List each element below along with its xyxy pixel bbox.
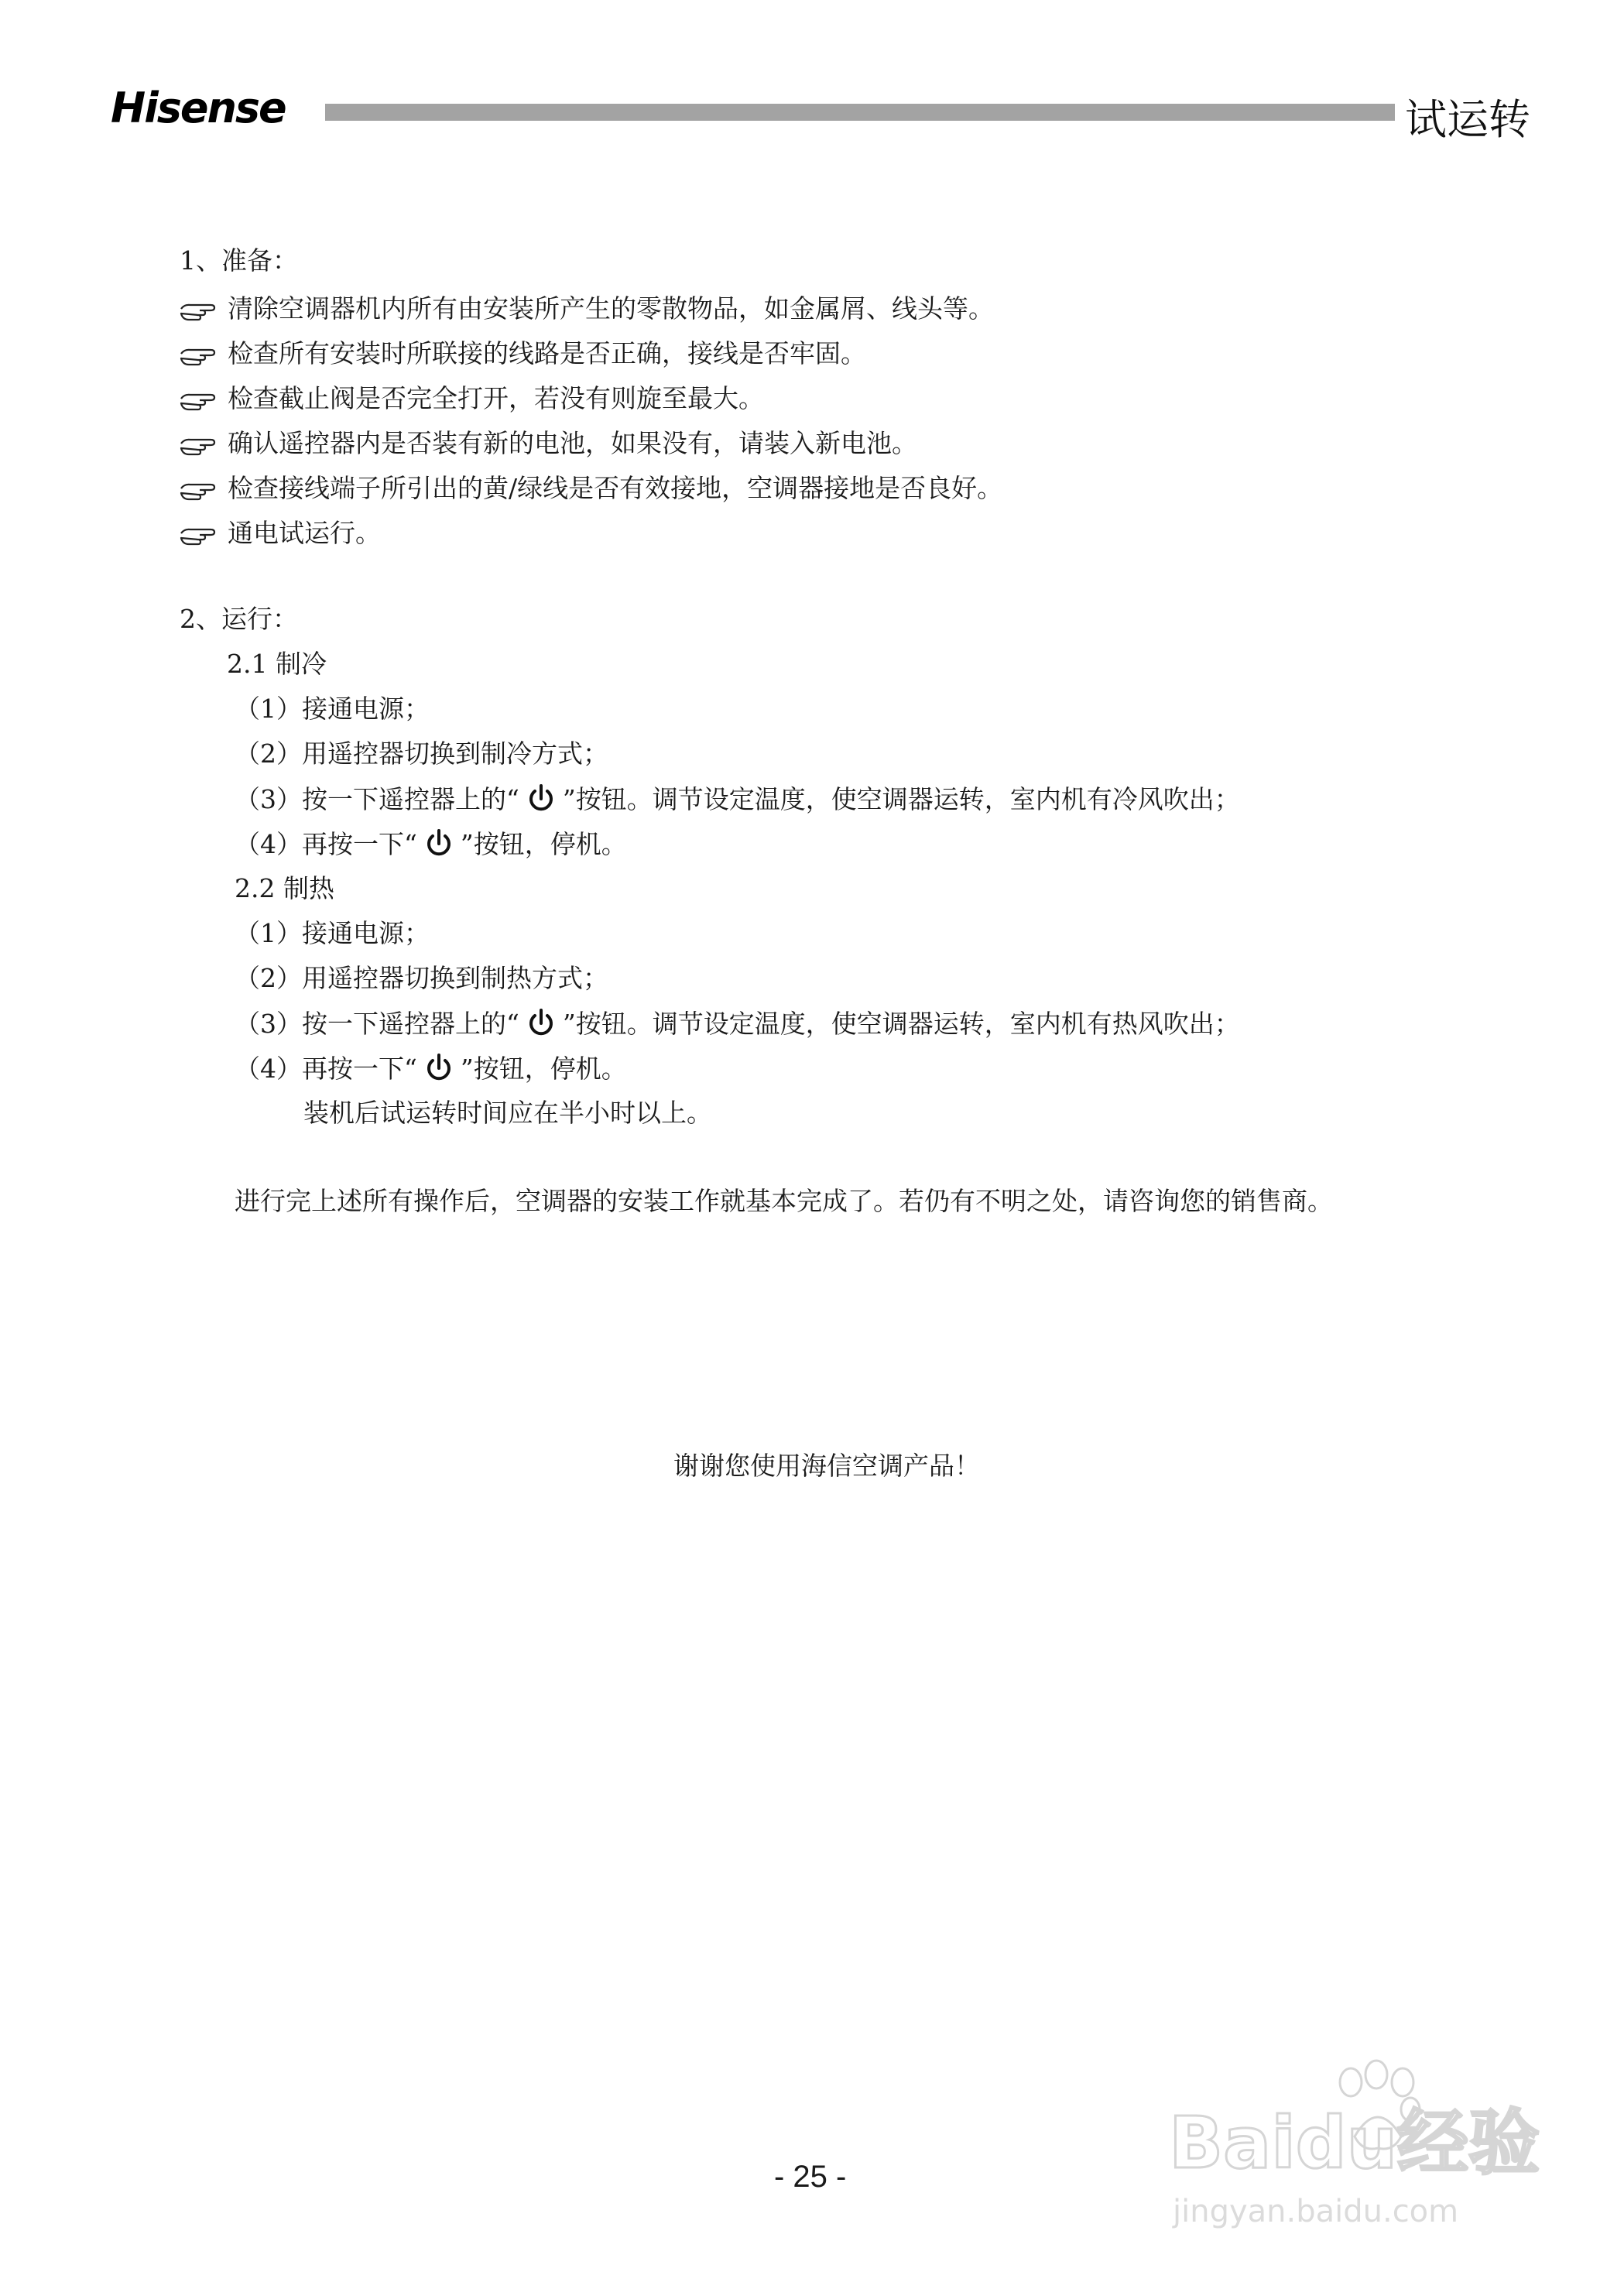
list-item-text: 确认遥控器内是否装有新的电池，如果没有，请装入新电池。 <box>228 428 917 458</box>
power-icon <box>423 1053 454 1084</box>
baidu-watermark <box>1161 2051 1564 2253</box>
pointing-hand-icon <box>180 342 217 365</box>
cooling-title: 2.1 制冷 <box>227 649 327 679</box>
heating-step-4-suffix: ”按钮，停机。 <box>460 1054 627 1084</box>
heating-title: 2.2 制热 <box>235 873 334 903</box>
list-item-text: 通电试运行。 <box>228 518 381 548</box>
list-item <box>180 382 764 414</box>
pointing-hand-icon <box>180 387 217 410</box>
pointing-hand-icon <box>180 522 217 545</box>
watermark-url: jingyan.baidu.com <box>1173 2194 1459 2229</box>
cooling-step-4-prefix: （4）再按一下“ <box>235 829 417 859</box>
heating-step-3-suffix: ”按钮。调节设定温度，使空调器运转，室内机有热风吹出； <box>562 1009 1240 1039</box>
list-item-text: 检查接线端子所引出的黄/绿线是否有效接地，空调器接地是否良好。 <box>228 473 1003 503</box>
list-item-text: 清除空调器机内所有由安装所产生的零散物品，如金属屑、线头等。 <box>228 293 994 324</box>
heating-step-4 <box>235 1053 627 1084</box>
power-icon <box>423 828 454 859</box>
conclusion-paragraph: 进行完上述所有操作后，空调器的安装工作就基本完成了。若仍有不明之处，请咨询您的销售商。 <box>235 1186 1333 1216</box>
list-item <box>180 516 381 549</box>
cooling-step-3-prefix: （3）按一下遥控器上的“ <box>235 784 519 814</box>
run-heading: 2、运行： <box>180 604 298 634</box>
heating-step-3-prefix: （3）按一下遥控器上的“ <box>235 1009 519 1039</box>
brand-logo: Hisense <box>111 84 286 132</box>
list-item-text: 检查截止阀是否完全打开，若没有则旋至最大。 <box>228 383 764 413</box>
heating-step-2: （2）用遥控器切换到制热方式； <box>235 963 608 993</box>
power-icon <box>526 1008 557 1039</box>
list-item <box>180 337 866 369</box>
heating-step-3 <box>235 1008 1240 1040</box>
list-item-text: 检查所有安装时所联接的线路是否正确，接线是否牢固。 <box>228 338 866 368</box>
list-item <box>180 427 917 459</box>
heating-step-1: （1）接通电源； <box>235 918 430 948</box>
list-item <box>180 292 994 324</box>
trial-duration-note: 装机后试运转时间应在半小时以上。 <box>303 1098 712 1128</box>
thanks-message: 谢谢您使用海信空调产品！ <box>673 1451 980 1481</box>
cooling-step-3 <box>235 783 1240 815</box>
cooling-step-2: （2）用遥控器切换到制冷方式； <box>235 738 608 769</box>
heating-step-4-prefix: （4）再按一下“ <box>235 1054 417 1084</box>
prep-heading: 1、准备： <box>180 245 298 276</box>
power-icon <box>526 783 557 814</box>
cooling-step-4-suffix: ”按钮，停机。 <box>460 829 627 859</box>
section-title: 试运转 <box>1405 95 1530 144</box>
header-rule <box>325 104 1395 121</box>
list-item <box>180 471 1002 504</box>
cooling-step-3-suffix: ”按钮。调节设定温度，使空调器运转，室内机有冷风吹出； <box>562 784 1240 814</box>
watermark-brand: Baidu经验 <box>1169 2102 1540 2184</box>
page-number: - 25 - <box>774 2160 847 2194</box>
cooling-step-1: （1）接通电源； <box>235 694 430 724</box>
pointing-hand-icon <box>180 297 217 320</box>
cooling-step-4 <box>235 828 627 860</box>
pointing-hand-icon <box>180 477 217 500</box>
pointing-hand-icon <box>180 432 217 455</box>
